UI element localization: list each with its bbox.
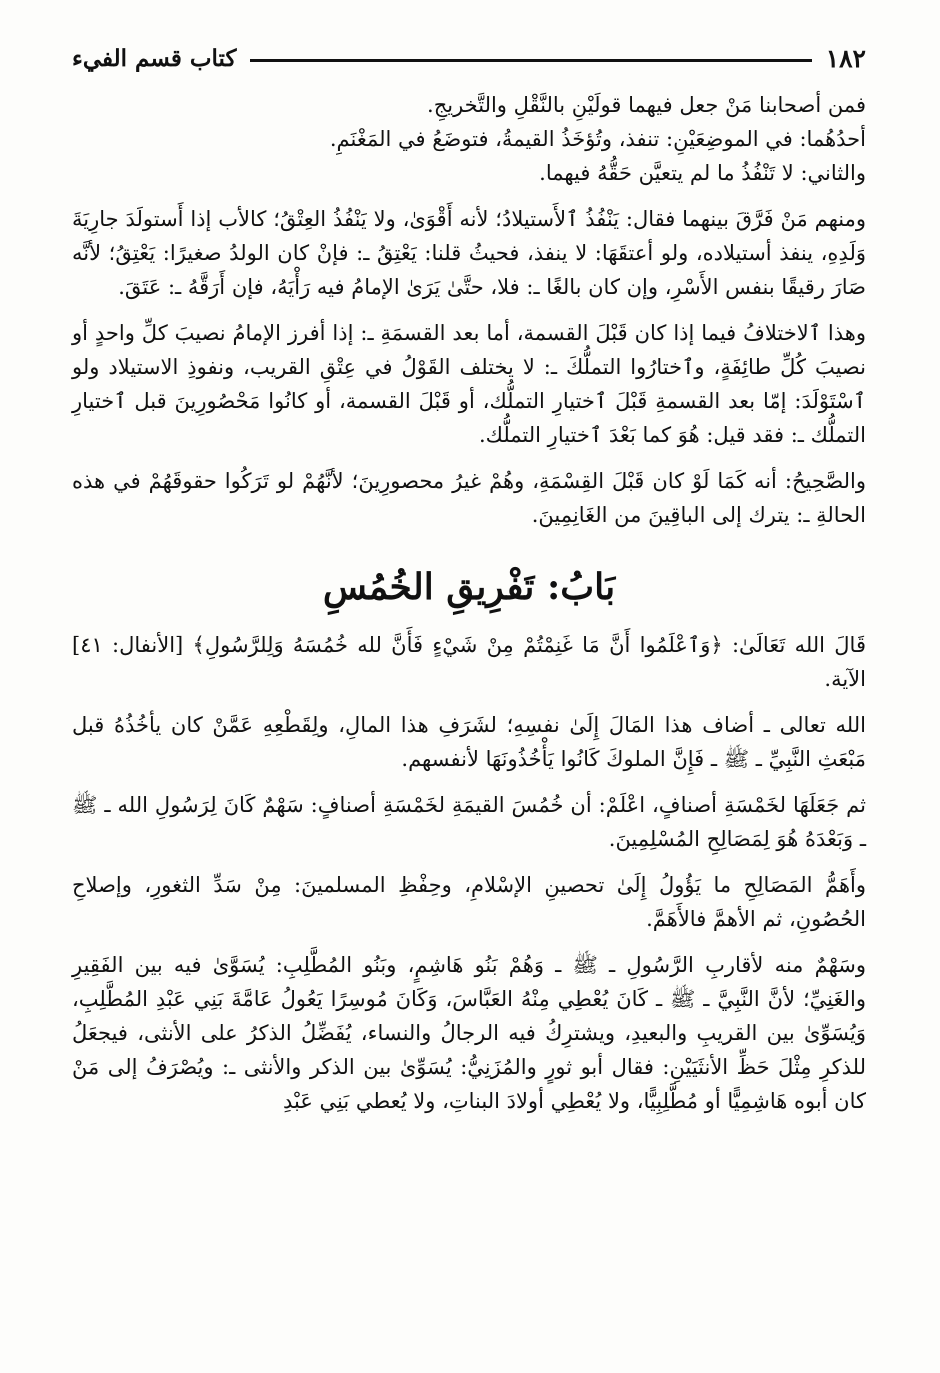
paragraph: وسَهْمٌ منه لأقاربِ الرَّسُولِ ـ ﷺ ـ وَهُمْ بَنُو هَاشِمٍ، وبَنُو المُطَّلِبِ: يُسَوَّىٰ فيه بين الفَقِيرِ والغَنِيِّ؛ لأنَّ النَّبِيَّ ـ ﷺ ـ كَانَ يُعْطِي مِنْهُ العَبَّاسَ، وَكَانَ مُوسِرًا يَعُولُ عَامَّةَ بَنِي عَبْدِ المُطَّلِبِ، وَيُسَوِّىٰ بين القريبِ والبعيدِ، ويشترِكُ فيه الرجالُ والنساء، يُفَضِّلُ الذكرُ على الأنثى، فيجعَلُ للذكرِ مِثْلَ حَظِّ الأنثَيَيْنِ: فقال أبو ثورٍ والمُزَنِيُّ: يُسَوِّىٰ بين الذكر والأنثى ـ: ويُصْرَفُ إلى مَنْ كان أبوه هَاشِمِيًّا أو مُطَّلِبِيًّا، ولا يُعْطِي أولادَ البناتِ، ولا يُعطي بَنِي عَبْدِ bbox=[72, 953, 866, 1113]
paragraph: وهذا ٱلاختلافُ فيما إذا كان قَبْلَ القسمة، أما بعد القسمَةِ ـ: إذا أفرز الإمامُ نصيبَ كلِّ واحدٍ أو نصيبَ كُلِّ طائِفَةٍ، وٱختارُوا التملُّكَ ـ: لا يختلف القَوْلُ في عِتْقِ القريب، ونفوذِ الاستيلاد ولو ٱسْتَوْلَدَ: إمّا بعد القسمةِ قَبْلَ ٱختيارِ التملُّك، أو قَبْلَ القسمة، أو كانُوا مَحْصُورِينَ قبل ٱختيارِ التملُّك ـ: فقد قيل: هُوَ كما بَعْدَ ٱختيارِ التملُّك. bbox=[72, 321, 866, 447]
page-header bbox=[72, 38, 866, 78]
running-title: كتاب قسم الفيء bbox=[72, 44, 237, 72]
paragraph: ومنهم مَنْ فَرَّقَ بينهما فقال: يَنْفُذُ ٱلأَستيلادُ؛ لأنه أَقْوَىٰ، ولا يَنْفُذُ العِتْقُ؛ كالأب إذا أَستولَدَ جارِيَةَ وَلَدِهِ، ينفذ أستيلاده، ولو أعتقَهَا: لا ينفذ، فحيثُ قلنا: يَعْتِقُ ـ: فإنْ كان الولدُ صغيرًا: يَعْتِقُ؛ لأنَّه صَارَ رقيقًا بنفس الأَسْرِ، وإن كان بالغًا ـ: فلا، حتَّىٰ يَرَىٰ الإمامُ فيه رَأْيَهُ، فإن أَرَقَّهُ ـ: عَتَقَ. bbox=[72, 207, 866, 299]
paragraph: والصَّحِيحُ: أنه كَمَا لَوْ كان قَبْلَ القِسْمَةِ، وهُمْ غيرُ محصورِينَ؛ لأنَّهُمْ لو تَرَكُوا حقوقَهُمْ في هذه الحالةِ ـ: يترك إلى الباقِينَ من الغَانِمِينَ. bbox=[72, 469, 866, 527]
chapter-heading: بَابُ: تَفْرِيقِ الخُمُسِ bbox=[322, 566, 616, 608]
page-number: ١٨٢ bbox=[825, 43, 866, 73]
paragraph: الله تعالى ـ أضاف هذا المَالَ إِلَىٰ نفسِهِ؛ لشَرَفِ هذا المالِ، ولِقَطْعِهِ عَمَّنْ كان يأخُذُهُ قبل مَبْعَثِ النَّبِيِّ ـ ﷺ ـ فَإِنَّ الملوكَ كَانُوا يَأْخُذُونَهَا لأنفسهم. bbox=[72, 713, 866, 771]
paragraph: أحدُهُما: في الموضِعَيْنِ: تنفذ، وتُؤخَذُ القيمةُ، فتوضَعُ في المَغْنَمِ. bbox=[329, 127, 866, 151]
page-body bbox=[72, 88, 866, 1118]
paragraph: فمن أصحابنا مَنْ جعل فيهما قولَيْنِ بالنَّقْلِ والتَّخريجِ. bbox=[427, 93, 866, 117]
paragraph: قَالَ الله تَعَالَىٰ: ﴿وَٱعْلَمُوا أَنَّ مَا غَنِمْتُمْ مِنْ شَيْءٍ فَأَنَّ لله خُمُسَهُ وَلِلرَّسُولِ﴾ [الأنفال: ٤١] الآية. bbox=[72, 633, 866, 691]
paragraph: ثم جَعَلَهَا لخَمْسَةِ أصنافٍ، اعْلَمْ: أن خُمُسَ القيمَةِ لخَمْسَةِ أصنافٍ: سَهْمٌ كَانَ لِرَسُولِ الله ـ ﷺ ـ وَبَعْدَهُ هُوَ لِمَصَالِحِ المُسْلِمِينَ. bbox=[72, 793, 866, 851]
paragraph: والثاني: لا تَنْفُذُ ما لم يتعيَّن حَقُّهُ فيهما. bbox=[539, 161, 866, 185]
header-rule bbox=[250, 59, 811, 62]
paragraph: وأَهَمُّ المَصَالِحِ ما يَؤُولُ إِلَىٰ تحصينِ الإسْلامِ، وحِفْظِ المسلمينَ: مِنْ سَدِّ الثغورِ، وإصلاحِ الحُصُونِ، ثم الأهمَّ فالأَهَمَّ. bbox=[72, 873, 866, 931]
